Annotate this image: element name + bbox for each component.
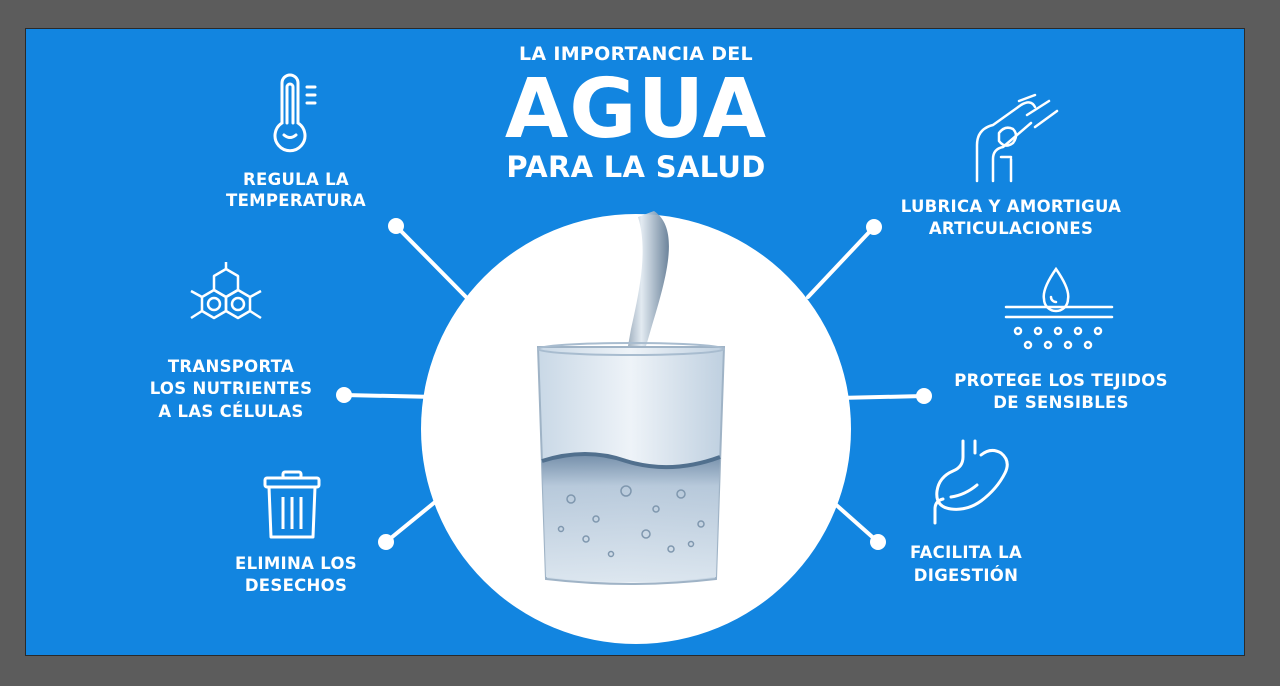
thermometer-icon <box>269 73 319 155</box>
connector-dot-tissues <box>916 388 932 404</box>
joint-icon <box>971 93 1061 183</box>
connector-dot-joints <box>866 219 882 235</box>
trash-icon <box>261 469 323 541</box>
connector-line-nutrients <box>344 395 436 397</box>
benefit-nutrients-line1: TRANSPORTA <box>167 357 295 376</box>
infographic-poster <box>25 28 1245 656</box>
benefit-nutrients-line2: LOS NUTRIENTES <box>149 379 313 398</box>
title-subtitle: PARA LA SALUD <box>506 150 766 184</box>
molecule-icon <box>186 261 266 335</box>
connector-dot-waste <box>378 534 394 550</box>
connector-dot-temperature <box>388 218 404 234</box>
skin-drop-icon <box>1004 267 1114 353</box>
title-main: AGUA <box>504 62 768 157</box>
connector-line-temperature <box>396 226 466 297</box>
benefit-digestion-line1: FACILITA LA <box>909 543 1023 562</box>
connector-dot-nutrients <box>336 387 352 403</box>
connector-line-joints <box>808 227 874 297</box>
stomach-icon <box>929 439 1019 525</box>
benefit-digestion-line2: DIGESTIÓN <box>913 566 1019 585</box>
benefit-tissues-line2: DE SENSIBLES <box>993 393 1129 412</box>
connector-dot-digestion <box>870 534 886 550</box>
benefit-joints-line2: ARTICULACIONES <box>928 219 1094 238</box>
title-prefix: LA IMPORTANCIA DEL <box>519 43 753 65</box>
benefit-temperature-line1: REGULA LA <box>243 170 349 189</box>
benefit-temperature-line2: TEMPERATURA <box>226 191 366 210</box>
benefit-nutrients-line3: A LAS CÉLULAS <box>158 402 304 421</box>
benefit-tissues-line1: PROTEGE LOS TEJIDOS <box>954 371 1168 390</box>
benefit-waste-line1: ELIMINA LOS <box>235 554 357 573</box>
benefit-waste-line2: DESECHOS <box>244 576 348 595</box>
connector-line-tissues <box>838 396 924 398</box>
benefit-joints-line1: LUBRICA Y AMORTIGUA <box>900 197 1122 216</box>
